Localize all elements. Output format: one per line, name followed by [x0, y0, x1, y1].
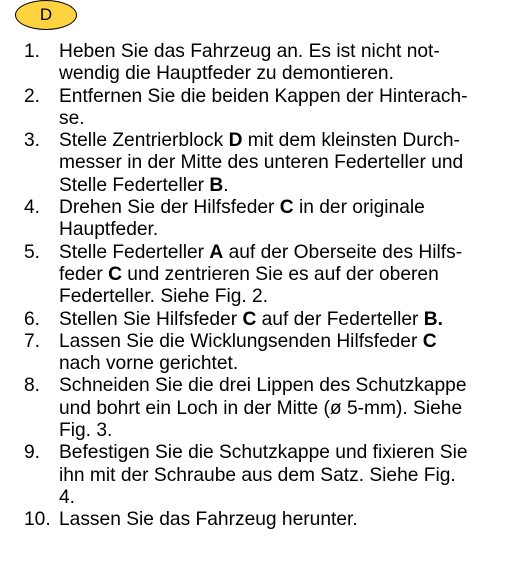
step-text-line — [59, 442, 514, 464]
step-text — [59, 130, 514, 197]
text-segment: Federteller. Siehe Fig. 2. — [59, 286, 269, 308]
instruction-step — [24, 509, 514, 531]
step-text-line — [59, 108, 514, 130]
text-segment: Fig. 3. — [59, 420, 113, 442]
text-segment: wendig die Hauptfeder zu demontieren. — [59, 63, 394, 85]
step-text — [59, 509, 514, 531]
step-text-line — [59, 375, 514, 397]
text-segment: Lassen Sie das Fahrzeug herunter. — [59, 509, 358, 531]
step-text — [59, 442, 514, 509]
instruction-step — [24, 86, 514, 131]
part-label: D — [228, 130, 243, 152]
step-text — [59, 86, 514, 131]
step-text-line — [59, 420, 514, 442]
instruction-step — [24, 242, 514, 309]
step-text — [59, 41, 514, 86]
step-number: 7. — [24, 330, 41, 352]
instruction-step — [24, 331, 514, 376]
text-segment: . — [223, 174, 229, 196]
text-segment: Entfernen Sie die beiden Kappen der Hinterach- — [59, 85, 468, 107]
step-text-line — [59, 175, 514, 197]
text-segment: Schneiden Sie die drei Lippen des Schutzkappe — [59, 375, 467, 397]
step-text — [59, 309, 514, 331]
text-segment: se. — [59, 107, 85, 129]
step-text-line — [59, 130, 514, 152]
step-text-line — [59, 309, 514, 331]
step-number: 4. — [24, 197, 41, 219]
step-text-line — [59, 41, 514, 63]
instruction-step — [24, 309, 514, 331]
text-segment: Stelle Federteller — [59, 174, 210, 196]
text-segment: auf der Oberseite des Hilfs- — [223, 241, 463, 263]
text-segment: Stelle Federteller — [59, 241, 210, 263]
text-segment: mit dem kleinsten Durch- — [242, 130, 460, 152]
section-badge-label: D — [39, 5, 53, 24]
text-segment: Befestigen Sie die Schutzkappe und fixieren Sie — [59, 442, 468, 464]
step-text-line — [59, 63, 514, 85]
step-text-line — [59, 509, 514, 531]
text-segment: nach vorne gerichtet. — [59, 353, 239, 375]
step-text-line — [59, 487, 514, 509]
part-label: B — [209, 174, 224, 196]
text-segment: Lassen Sie die Wicklungsenden Hilfsfeder — [59, 330, 423, 352]
text-segment: auf der Federteller — [256, 308, 424, 330]
instruction-step — [24, 442, 514, 509]
step-text-line — [59, 197, 514, 219]
step-text — [59, 331, 514, 376]
step-number: 9. — [24, 442, 41, 464]
text-segment: Stellen Sie Hilfsfeder — [59, 308, 243, 330]
step-text-line — [59, 86, 514, 108]
instruction-step — [24, 375, 514, 442]
step-number: 1. — [24, 41, 41, 62]
text-segment: Heben Sie das Fahrzeug an. Es ist nicht not- — [59, 41, 440, 62]
step-text — [59, 197, 514, 242]
step-text-line — [59, 353, 514, 375]
step-text-line — [59, 264, 514, 286]
step-text-line — [59, 286, 514, 308]
text-segment: und zentrieren Sie es auf der oberen — [121, 263, 439, 285]
step-text-line — [59, 242, 514, 264]
step-number: 3. — [24, 130, 41, 152]
step-text-line — [59, 398, 514, 420]
step-text-line — [59, 331, 514, 353]
instruction-step — [24, 130, 514, 197]
text-segment: 4. — [59, 486, 76, 508]
section-badge — [15, 0, 77, 30]
text-segment: in der originale — [293, 197, 425, 219]
text-segment: Hauptfeder. — [59, 219, 159, 241]
text-segment: Stelle Zentrierblock — [59, 130, 229, 152]
text-segment: messer in der Mitte des unteren Federteller und — [59, 152, 464, 174]
step-text-line — [59, 152, 514, 174]
part-label: B. — [423, 308, 443, 330]
instruction-list — [24, 41, 514, 532]
instruction-step — [24, 197, 514, 242]
part-label: C — [108, 263, 122, 285]
part-label: C — [422, 330, 437, 352]
step-number: 10. — [24, 509, 51, 531]
text-segment: feder — [59, 263, 109, 285]
step-number: 6. — [24, 308, 41, 330]
step-text — [59, 242, 514, 309]
instruction-step — [24, 41, 514, 86]
step-text-line — [59, 219, 514, 241]
step-number: 5. — [24, 241, 41, 263]
step-number: 2. — [24, 85, 41, 107]
part-label: C — [279, 197, 294, 219]
step-text — [59, 375, 514, 442]
text-segment: und bohrt ein Loch in der Mitte (ø 5-mm). Siehe — [59, 397, 463, 419]
text-segment: ihn mit der Schraube aus dem Satz. Siehe Fig. — [59, 464, 456, 486]
step-text-line — [59, 465, 514, 487]
text-segment: Drehen Sie der Hilfsfeder — [59, 197, 280, 219]
part-label: C — [242, 308, 257, 330]
step-number: 8. — [24, 375, 41, 397]
part-label: A — [209, 241, 224, 263]
